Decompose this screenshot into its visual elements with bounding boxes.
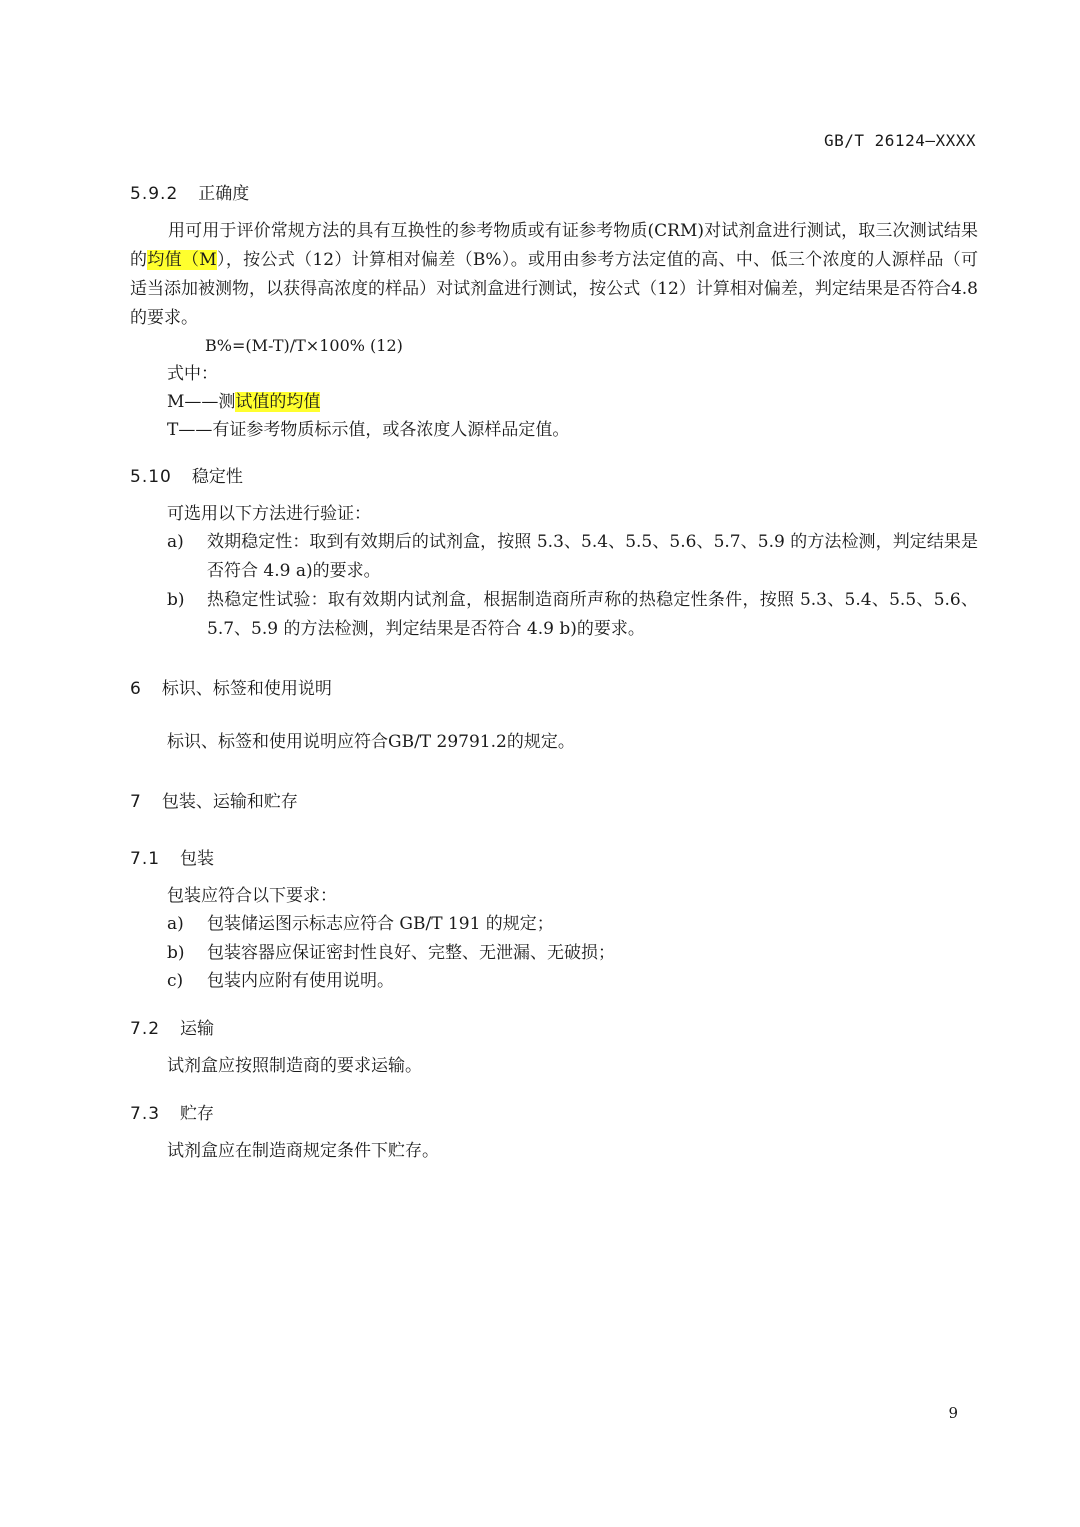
section-number: 6: [130, 679, 142, 699]
list-item-text: 包装储运图示标志应符合 GB/T 191 的规定；: [207, 914, 554, 934]
section-7-3-heading: [130, 1099, 214, 1124]
paragraph-text: 用可用于评价常规方法的具有互换性的参考物质或有证参考物质(CRM)对试剂盒进行测试，取三次测试结果的: [130, 221, 978, 270]
section-number: 5.10: [130, 467, 172, 487]
list-marker: b): [167, 943, 185, 963]
section-number: 7: [130, 792, 142, 812]
paragraph-text: ），按公式（12）计算相对偏差（B%）。或用由参考方法定值的高、中、低三个浓度的人源样品（可适当添加被测物，以获得高浓度的样品）对试剂盒进行测试，按公式（12）计算相对偏差，判定结果是否符合4.8的要求。: [130, 250, 979, 328]
formula-12: B%=(M-T)/T×100% (12): [205, 336, 403, 355]
m-definition: [167, 388, 320, 416]
list-item: [167, 586, 978, 644]
section-number: 7.3: [130, 1104, 161, 1124]
list-item: [167, 967, 978, 996]
list-marker: c): [167, 971, 184, 991]
section-5-9-2-paragraph: [130, 217, 978, 333]
definition-text: M——测: [167, 392, 236, 412]
section-7-1-intro: 包装应符合以下要求：: [167, 886, 337, 906]
list-marker: a): [167, 532, 184, 552]
section-7-2-heading: [130, 1014, 214, 1039]
list-item: [167, 528, 978, 586]
highlighted-text: 试值的均值: [235, 392, 321, 412]
section-number: 5.9.2: [130, 184, 179, 204]
section-number: 7.1: [130, 849, 161, 869]
section-7-1-heading: [130, 844, 214, 869]
list-item-text: 热稳定性试验：取有效期内试剂盒，根据制造商所声称的热稳定性条件，按照 5.3、5.4、5.5、5.6、5.7、5.9 的方法检测，判定结果是否符合 4.9 b)的要求。: [207, 590, 978, 639]
where-label: 式中：: [167, 364, 218, 384]
section-title: 标识、标签和使用说明: [161, 679, 332, 699]
document-code: GB/T 26124—XXXX: [824, 131, 976, 150]
list-marker: b): [167, 590, 185, 610]
section-5-10-heading: [130, 462, 243, 487]
list-item-text: 效期稳定性：取到有效期后的试剂盒，按照 5.3、5.4、5.5、5.6、5.7、5.9 的方法检测，判定结果是否符合 4.9 a)的要求。: [207, 532, 978, 581]
section-title: 包装、运输和贮存: [161, 792, 298, 812]
list-item-text: 包装容器应保证密封性良好、完整、无泄漏、无破损；: [207, 943, 615, 963]
section-6-heading: [130, 674, 332, 699]
section-5-9-2-heading: [130, 179, 249, 204]
list-marker: a): [167, 914, 184, 934]
section-title: 稳定性: [191, 467, 243, 487]
section-title: 贮存: [180, 1104, 215, 1124]
section-6-text: 标识、标签和使用说明应符合GB/T 29791.2的规定。: [167, 732, 575, 752]
page-number: 9: [948, 1404, 958, 1422]
list-item: [167, 910, 978, 939]
list-item-text: 包装内应附有使用说明。: [207, 971, 394, 991]
section-7-heading: [130, 787, 298, 812]
section-title: 运输: [180, 1019, 215, 1039]
list-item: [167, 939, 978, 968]
section-title: 包装: [180, 849, 215, 869]
section-5-10-intro: 可选用以下方法进行验证：: [167, 504, 371, 524]
section-number: 7.2: [130, 1019, 161, 1039]
t-definition: T——有证参考物质标示值，或各浓度人源样品定值。: [167, 420, 570, 440]
section-7-3-text: 试剂盒应在制造商规定条件下贮存。: [167, 1141, 439, 1161]
highlighted-text: 均值（M: [147, 250, 217, 270]
section-title: 正确度: [198, 184, 250, 204]
section-7-2-text: 试剂盒应按照制造商的要求运输。: [167, 1056, 422, 1076]
